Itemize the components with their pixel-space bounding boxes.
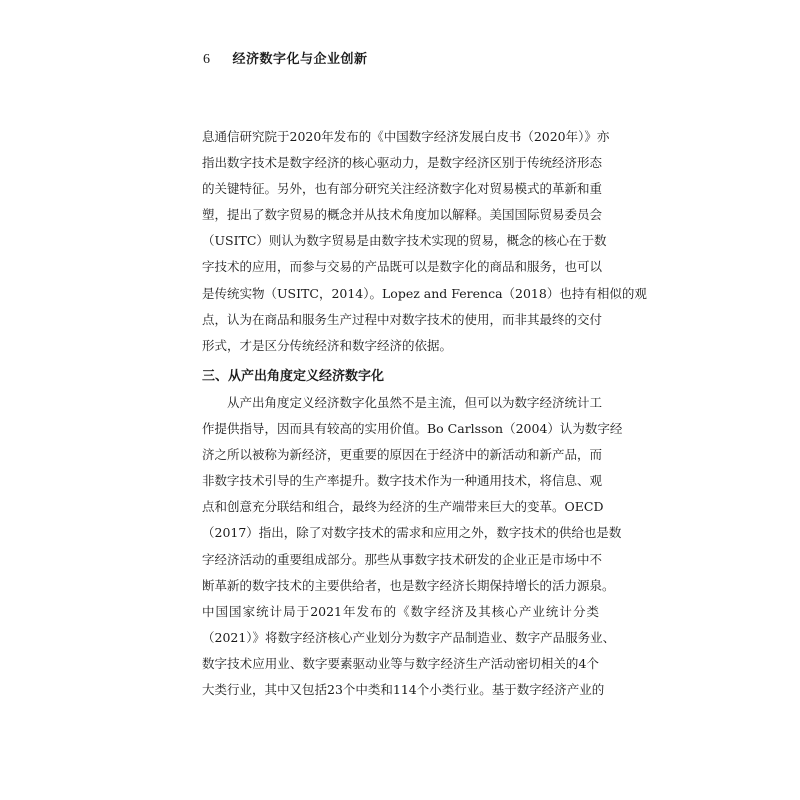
book-title: 经济数字化与企业创新 <box>232 52 368 67</box>
text-line: 字技术的应用，而参与交易的产品既可以是数字化的商品和服务，也可以 <box>202 259 603 275</box>
text-line: （USITC）则认为数字贸易是由数字技术实现的贸易，概念的核心在于数 <box>202 233 607 249</box>
text-line: 指出数字技术是数字经济的核心驱动力，是数字经济区别于传统经济形态 <box>202 155 603 171</box>
text-line: 点，认为在商品和服务生产过程中对数字技术的使用，而非其最终的交付 <box>202 311 603 327</box>
running-head <box>203 48 368 68</box>
text-line: 大类行业，其中又包括23个中类和114个小类行业。基于数字经济产业的 <box>202 682 605 698</box>
text-line: 非数字技术引导的生产率提升。数字技术作为一种通用技术，将信息、观 <box>202 473 603 489</box>
paragraph-continued <box>202 124 647 359</box>
text-line: 是传统实物（USITC，2014）。Lopez and Ferenca（2018）也持有相似的观 <box>202 285 647 301</box>
text-line: 断革新的数字技术的主要供给者，也是数字经济长期保持增长的活力源泉。 <box>202 577 615 593</box>
text-line: 济之所以被称为新经济，更重要的原因在于经济中的新活动和新产品，而 <box>202 447 603 463</box>
text-line: 作提供指导，因而具有较高的实用价值。Bo Carlsson（2004）认为数字经 <box>202 421 623 437</box>
text-line: 塑，提出了数字贸易的概念并从技术角度加以解释。美国国际贸易委员会 <box>202 207 603 223</box>
text-line: 息通信研究院于2020年发布的《中国数字经济发展白皮书（2020年）》亦 <box>202 129 610 144</box>
text-line: 的关键特征。另外，也有部分研究关注经济数字化对贸易模式的革新和重 <box>202 181 603 197</box>
text-line: 形式，才是区分传统经济和数字经济的依据。 <box>202 337 453 353</box>
page-number: 6 <box>203 52 211 67</box>
text-line: 从产出角度定义经济数字化虽然不是主流，但可以为数字经济统计工 <box>227 395 603 410</box>
text-line: 点和创意充分联结和组合，最终为经济的生产端带来巨大的变革。OECD <box>202 499 604 515</box>
text-line: （2021）》将数字经济核心产业划分为数字产品制造业、数字产品服务业、 <box>202 629 616 645</box>
text-line: 中国国家统计局于2021年发布的《数字经济及其核心产业统计分类 <box>202 603 599 619</box>
text-line: （2017）指出，除了对数字技术的需求和应用之外，数字技术的供给也是数 <box>202 525 622 541</box>
text-line: 字经济活动的重要组成部分。那些从事数字技术研发的企业正是市场中不 <box>202 551 603 567</box>
section-heading: 三、从产出角度定义经济数字化 <box>202 369 385 384</box>
text-line: 数字技术应用业、数字要素驱动业等与数字经济生产活动密切相关的4个 <box>202 655 599 671</box>
paragraph-output-definition <box>202 390 623 703</box>
